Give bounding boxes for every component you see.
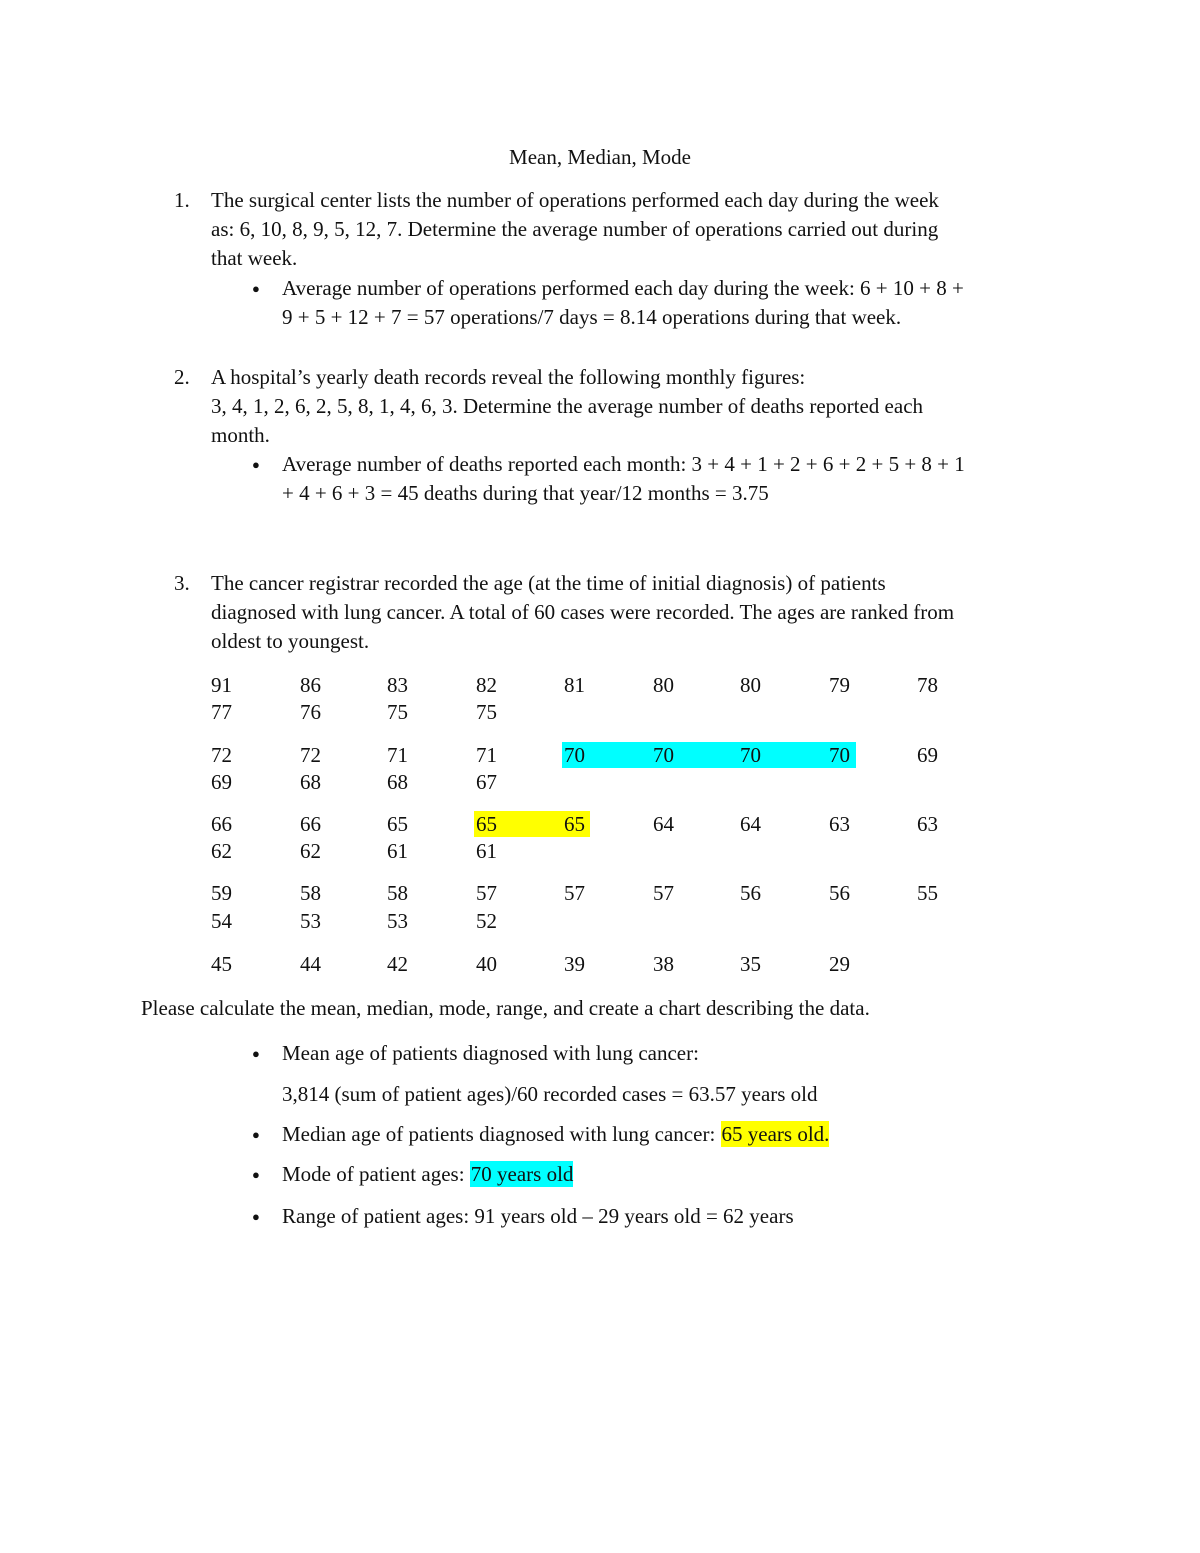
age-cell: 75 <box>476 700 497 724</box>
age-cell: 52 <box>476 909 497 933</box>
q2-line: 3, 4, 1, 2, 6, 2, 5, 8, 1, 4, 6, 3. Determine the average number of deaths reported each <box>211 394 924 418</box>
bullet-icon: ● <box>252 1127 260 1142</box>
q2-answer-line: Average number of deaths reported each month: 3 + 4 + 1 + 2 + 6 + 2 + 5 + 8 + 1 <box>282 452 965 476</box>
age-cell: 65 <box>387 812 408 836</box>
age-cell: 56 <box>740 881 761 905</box>
age-cell: 66 <box>211 812 232 836</box>
age-cell: 68 <box>387 770 408 794</box>
age-cell: 68 <box>300 770 321 794</box>
median-label: Median age of patients diagnosed with lung cancer: <box>282 1122 721 1146</box>
q3-text <box>211 569 1071 656</box>
highlight-bar <box>562 742 856 768</box>
age-cell: 75 <box>387 700 408 724</box>
bullet-icon: ● <box>252 1167 260 1182</box>
age-cell: 45 <box>211 952 232 976</box>
age-cell: 57 <box>653 881 674 905</box>
age-cell: 70 <box>564 743 585 767</box>
age-cell: 63 <box>829 812 850 836</box>
age-cell: 56 <box>829 881 850 905</box>
mode-value: 70 years old <box>470 1162 574 1186</box>
age-cell: 70 <box>653 743 674 767</box>
age-cell: 81 <box>564 673 585 697</box>
q1-text <box>211 186 1071 273</box>
q1-line: that week. <box>211 246 298 270</box>
age-cell: 65 <box>564 812 585 836</box>
range-text: Range of patient ages: 91 years old – 29 years old = 62 years <box>282 1204 794 1228</box>
age-cell: 91 <box>211 673 232 697</box>
median-line <box>282 1120 829 1149</box>
age-cell: 57 <box>476 881 497 905</box>
q1-answer <box>282 274 1072 332</box>
mode-line <box>282 1160 573 1189</box>
q3-line: The cancer registrar recorded the age (at the time of initial diagnosis) of patients <box>211 571 886 595</box>
age-cell: 57 <box>564 881 585 905</box>
age-cell: 77 <box>211 700 232 724</box>
bullet-icon: ● <box>252 1209 260 1224</box>
q1-answer-line: 9 + 5 + 12 + 7 = 57 operations/7 days = 8.14 operations during that week. <box>282 305 902 329</box>
age-cell: 61 <box>476 839 497 863</box>
age-cell: 62 <box>211 839 232 863</box>
age-cell: 83 <box>387 673 408 697</box>
age-cell: 67 <box>476 770 497 794</box>
age-cell: 86 <box>300 673 321 697</box>
age-cell: 70 <box>740 743 761 767</box>
age-cell: 70 <box>829 743 850 767</box>
q1-line: The surgical center lists the number of operations performed each day during the week <box>211 188 939 212</box>
age-cell: 61 <box>387 839 408 863</box>
page-title: Mean, Median, Mode <box>509 145 691 169</box>
bullet-icon: ● <box>252 281 260 296</box>
bullet-icon: ● <box>252 1046 260 1061</box>
q2-answer <box>282 450 1072 508</box>
mode-label: Mode of patient ages: <box>282 1162 470 1186</box>
q2-number: 2. <box>174 365 190 389</box>
q2-line: A hospital’s yearly death records reveal the following monthly figures: <box>211 365 806 389</box>
age-cell: 69 <box>917 743 938 767</box>
mean-label: Mean age of patients diagnosed with lung cancer: <box>282 1041 699 1065</box>
q2-line: month. <box>211 423 270 447</box>
age-cell: 53 <box>300 909 321 933</box>
age-cell: 40 <box>476 952 497 976</box>
age-cell: 63 <box>917 812 938 836</box>
q3-line: diagnosed with lung cancer. A total of 60 cases were recorded. The ages are ranked from <box>211 600 955 624</box>
age-cell: 69 <box>211 770 232 794</box>
q2-answer-line: + 4 + 6 + 3 = 45 deaths during that year/12 months = 3.75 <box>282 481 769 505</box>
age-cell: 58 <box>300 881 321 905</box>
mean-value: 3,814 (sum of patient ages)/60 recorded cases = 63.57 years old <box>282 1082 818 1106</box>
q3-number: 3. <box>174 571 190 595</box>
bullet-icon: ● <box>252 457 260 472</box>
q2-text <box>211 363 1071 450</box>
q1-number: 1. <box>174 188 190 212</box>
age-cell: 55 <box>917 881 938 905</box>
age-cell: 58 <box>387 881 408 905</box>
q1-line: as: 6, 10, 8, 9, 5, 12, 7. Determine the average number of operations carried out during <box>211 217 939 241</box>
age-cell: 71 <box>476 743 497 767</box>
age-cell: 39 <box>564 952 585 976</box>
age-cell: 35 <box>740 952 761 976</box>
age-cell: 38 <box>653 952 674 976</box>
age-cell: 65 <box>476 812 497 836</box>
age-cell: 53 <box>387 909 408 933</box>
age-cell: 78 <box>917 673 938 697</box>
age-cell: 82 <box>476 673 497 697</box>
age-cell: 62 <box>300 839 321 863</box>
q1-answer-line: Average number of operations performed each day during the week: 6 + 10 + 8 + <box>282 276 964 300</box>
age-cell: 80 <box>740 673 761 697</box>
age-cell: 72 <box>211 743 232 767</box>
age-cell: 42 <box>387 952 408 976</box>
age-cell: 72 <box>300 743 321 767</box>
age-cell: 71 <box>387 743 408 767</box>
age-cell: 64 <box>740 812 761 836</box>
q3-line: oldest to youngest. <box>211 629 370 653</box>
age-cell: 79 <box>829 673 850 697</box>
age-cell: 76 <box>300 700 321 724</box>
age-cell: 64 <box>653 812 674 836</box>
age-cell: 80 <box>653 673 674 697</box>
age-cell: 66 <box>300 812 321 836</box>
age-cell: 59 <box>211 881 232 905</box>
age-cell: 29 <box>829 952 850 976</box>
age-cell: 54 <box>211 909 232 933</box>
instruction-text: Please calculate the mean, median, mode, range, and create a chart describing the data. <box>141 996 870 1020</box>
age-cell: 44 <box>300 952 321 976</box>
median-value: 65 years old. <box>721 1122 830 1146</box>
